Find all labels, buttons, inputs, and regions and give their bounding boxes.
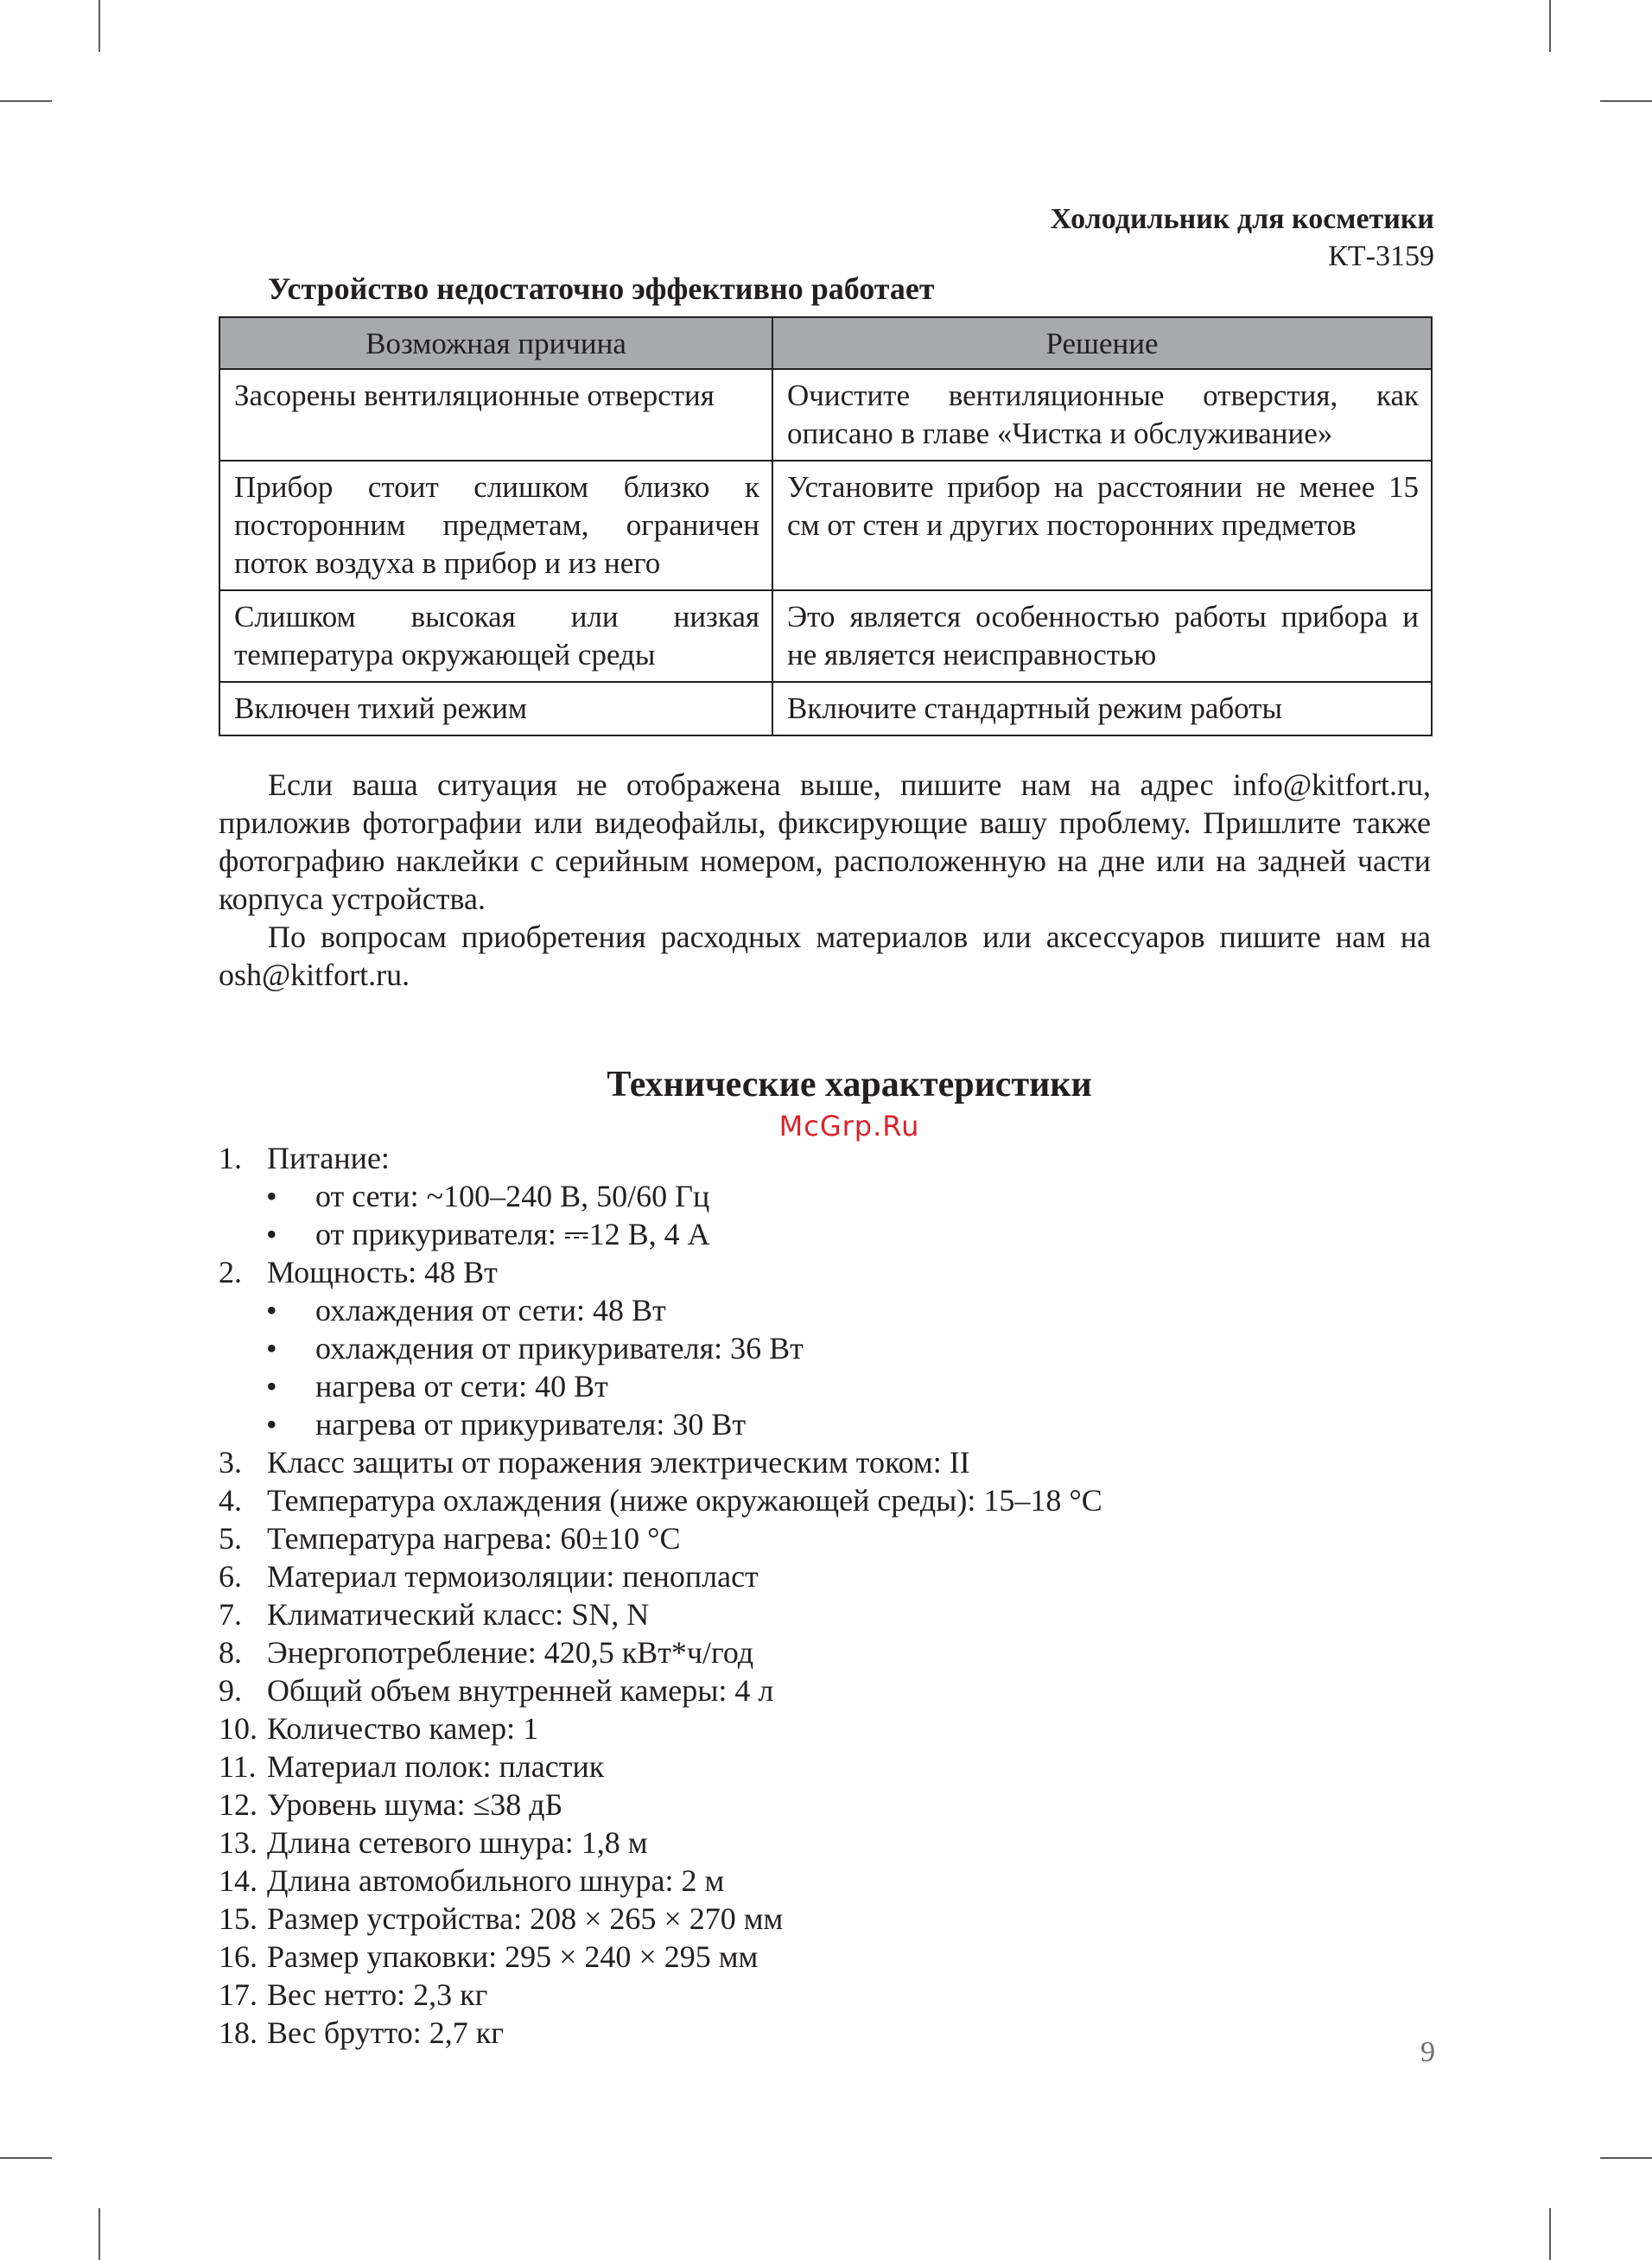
spec-text: Питание: [267, 1141, 390, 1175]
spec-number: 8. [219, 1635, 242, 1670]
spec-subitem [219, 1177, 1431, 1215]
spec-item [219, 1900, 1431, 1938]
spec-subitem [219, 1329, 1431, 1367]
crop-mark [0, 2157, 52, 2159]
bullet-icon: • [266, 1369, 277, 1404]
solution-cell: Это является особенностью работы прибора и не является неисправностью [772, 590, 1432, 682]
spec-number: 9. [219, 1673, 242, 1708]
spec-item [219, 1595, 1431, 1633]
bullet-icon: • [266, 1179, 277, 1213]
spec-number: 4. [219, 1483, 242, 1518]
crop-mark [1549, 2208, 1551, 2260]
page-number: 9 [1420, 2036, 1435, 2068]
spec-item [219, 1786, 1431, 1824]
spec-text: Материал термоизоляции: пенопласт [267, 1559, 759, 1594]
spec-number: 11. [219, 1749, 257, 1784]
solution-cell: Установите прибор на расстоянии не менее 15 см от стен и других посторонних предметов [772, 461, 1432, 590]
spec-subitem [219, 1405, 1431, 1443]
spec-number: 15. [219, 1901, 257, 1936]
accessories-paragraph: По вопросам приобретения расходных материалов или аксессуаров пишите нам на osh@kitfort.ru. [219, 920, 1431, 992]
spec-number: 6. [219, 1559, 242, 1594]
troubleshooting-heading: Устройство недостаточно эффективно работает [268, 271, 935, 306]
solution-cell: Очистите вентиляционные отверстия, как описано в главе «Чистка и обслуживание» [772, 369, 1432, 461]
contact-text [219, 766, 1431, 994]
spec-item [219, 1139, 1431, 1177]
product-model: КТ-3159 [1328, 240, 1434, 272]
specs-heading: Технические характеристики [607, 1065, 1092, 1105]
spec-number: 18. [219, 2015, 257, 2050]
crop-mark [0, 100, 52, 102]
bullet-icon: • [266, 1293, 277, 1327]
spec-number: 3. [219, 1445, 242, 1480]
spec-number: 1. [219, 1141, 242, 1175]
spec-text: Уровень шума: ≤38 дБ [267, 1787, 563, 1822]
spec-item [219, 1709, 1431, 1748]
support-paragraph: Если ваша ситуация не отображена выше, пишите нам на адрес info@kitfort.ru, приложив фотографии или видеофайлы, фиксирующие вашу проблему. Пришлите также фотографию наклейки с серийным номером, расположенную на дне или на задней части корпуса устройства. [219, 767, 1431, 916]
spec-subitem [219, 1215, 1431, 1253]
crop-mark [98, 0, 100, 52]
table-header-row [219, 317, 1432, 369]
cause-cell: Включен тихий режим [219, 682, 772, 735]
specs-list [219, 1139, 1431, 2052]
spec-text: Температура охлаждения (ниже окружающей среды): 15–18 °С [267, 1483, 1102, 1518]
table-row [219, 369, 1432, 461]
spec-subitem [219, 1367, 1431, 1405]
spec-number: 16. [219, 1939, 257, 1974]
spec-subitem-text: нагрева от сети: 40 Вт [315, 1369, 608, 1404]
spec-text: Длина сетевого шнура: 1,8 м [267, 1825, 648, 1860]
spec-number: 17. [219, 1977, 257, 2012]
spec-number: 10. [219, 1711, 257, 1746]
solution-cell: Включите стандартный режим работы [772, 682, 1432, 735]
spec-item [219, 2014, 1431, 2052]
spec-number: 2. [219, 1255, 242, 1289]
spec-text: Вес брутто: 2,7 кг [267, 2015, 504, 2050]
spec-text: Общий объем внутренней камеры: 4 л [267, 1673, 774, 1708]
spec-item [219, 1748, 1431, 1786]
spec-text: Мощность: 48 Вт [267, 1255, 498, 1289]
table-row [219, 682, 1432, 735]
spec-text: Количество камер: 1 [267, 1711, 539, 1746]
spec-text: Размер упаковки: 295 × 240 × 295 мм [267, 1939, 759, 1974]
spec-text: Энергопотребление: 420,5 кВт*ч/год [267, 1635, 754, 1670]
bullet-icon: • [266, 1331, 277, 1366]
cause-cell: Прибор стоит слишком близко к посторонним предметам, ограничен поток воздуха в прибор и из него [219, 461, 772, 590]
spec-subitem-text: от сети: ~100–240 В, 50/60 Гц [315, 1179, 710, 1213]
table-row [219, 461, 1432, 590]
spec-text: Вес нетто: 2,3 кг [267, 1977, 488, 2012]
spec-item [219, 1671, 1431, 1709]
spec-subitem-text: охлаждения от прикуривателя: 36 Вт [315, 1331, 804, 1366]
spec-item [219, 1824, 1431, 1862]
spec-item [219, 1976, 1431, 2014]
spec-number: 13. [219, 1825, 257, 1860]
crop-mark [1600, 2157, 1652, 2159]
spec-subitem-text: от прикуривателя: ⎓12 В, 4 А [315, 1217, 710, 1251]
spec-item [219, 1519, 1431, 1557]
spec-item [219, 1557, 1431, 1595]
running-header [1051, 201, 1434, 275]
spec-subitem [219, 1291, 1431, 1329]
spec-text: Длина автомобильного шнура: 2 м [267, 1863, 725, 1898]
spec-text: Температура нагрева: 60±10 °С [267, 1521, 681, 1556]
table-row [219, 590, 1432, 682]
spec-item [219, 1443, 1431, 1481]
crop-mark [1549, 0, 1551, 52]
spec-number: 7. [219, 1597, 242, 1632]
spec-item [219, 1633, 1431, 1671]
spec-text: Материал полок: пластик [267, 1749, 605, 1784]
bullet-icon: • [266, 1217, 277, 1251]
spec-subitem-text: охлаждения от сети: 48 Вт [315, 1293, 666, 1327]
watermark: McGrp.Ru [778, 1110, 920, 1143]
spec-item [219, 1253, 1431, 1291]
spec-item [219, 1862, 1431, 1900]
spec-item [219, 1481, 1431, 1519]
cause-cell: Засорены вентиляционные отверстия [219, 369, 772, 461]
spec-text: Климатический класс: SN, N [267, 1597, 650, 1632]
spec-number: 14. [219, 1863, 257, 1898]
column-header-cause: Возможная причина [219, 317, 772, 369]
crop-mark [98, 2208, 100, 2260]
spec-item [219, 1938, 1431, 1976]
troubleshooting-table [219, 316, 1433, 736]
spec-text: Размер устройства: 208 × 265 × 270 мм [267, 1901, 784, 1936]
product-title: Холодильник для косметики [1050, 203, 1434, 235]
bullet-icon: • [266, 1407, 277, 1442]
spec-text: Класс защиты от поражения электрическим током: II [267, 1445, 970, 1480]
crop-mark [1600, 100, 1652, 102]
spec-number: 5. [219, 1521, 242, 1556]
cause-cell: Слишком высокая или низкая температура окружающей среды [219, 590, 772, 682]
spec-number: 12. [219, 1787, 257, 1822]
column-header-solution: Решение [772, 317, 1432, 369]
spec-subitem-text: нагрева от прикуривателя: 30 Вт [315, 1407, 747, 1442]
